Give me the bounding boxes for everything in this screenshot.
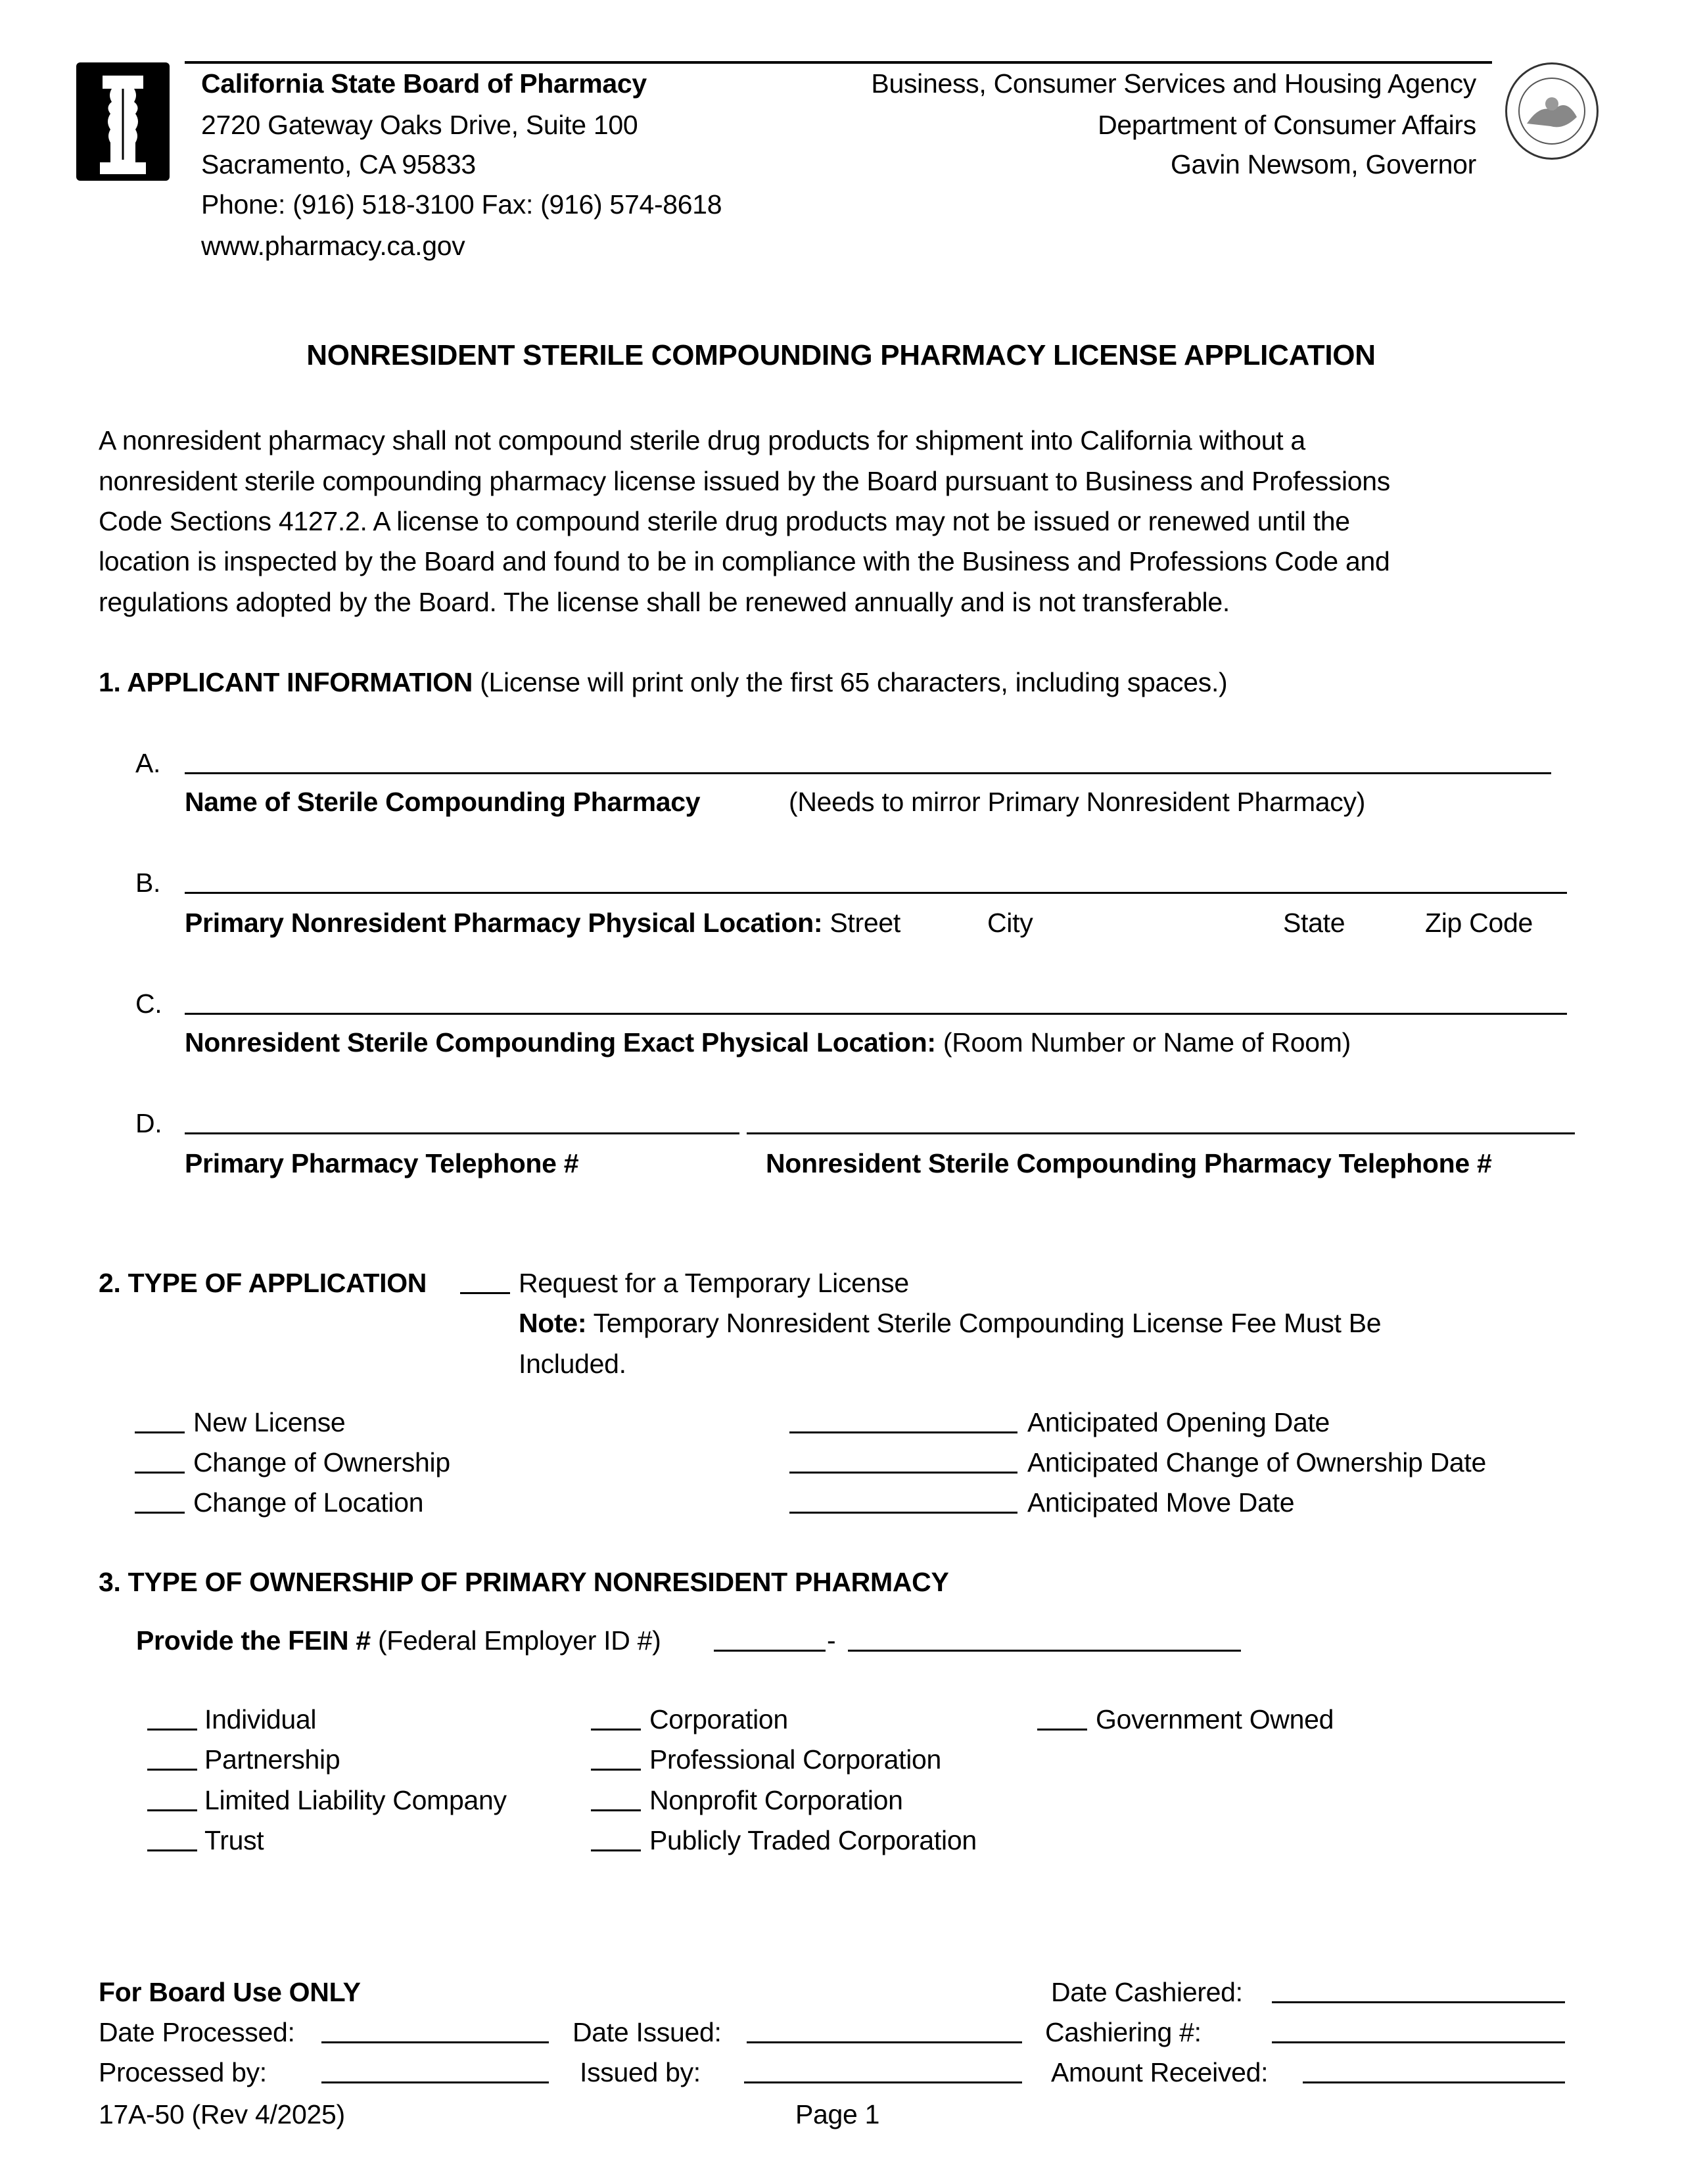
corporation-checkbox[interactable] [591, 1729, 641, 1731]
ownership-option: Nonprofit Corporation [649, 1785, 903, 1815]
item-c-letter: C. [135, 988, 162, 1019]
section-2-heading: 2. TYPE OF APPLICATION [99, 1268, 427, 1298]
nonprofit-corporation-checkbox[interactable] [591, 1809, 641, 1811]
note-text-cont: Included. [519, 1349, 626, 1379]
trust-checkbox[interactable] [147, 1849, 197, 1851]
intro-line: Code Sections 4127.2. A license to compound sterile drug products may not be issued or renewed until the [99, 506, 1350, 536]
date-issued-field[interactable] [747, 2041, 1022, 2043]
section-1-title: 1. APPLICANT INFORMATION [99, 667, 473, 697]
ownership-option: Government Owned [1096, 1704, 1334, 1734]
fein-suffix-field[interactable] [848, 1650, 1241, 1652]
intro-line: location is inspected by the Board and found to be in compliance with the Business and Professions Code and [99, 546, 1390, 576]
ownership-change-date-label: Anticipated Change of Ownership Date [1027, 1447, 1487, 1477]
pharmacy-name-note: (Needs to mirror Primary Nonresident Pharmacy) [789, 787, 1366, 817]
board-use-heading: For Board Use ONLY [99, 1977, 361, 2007]
publicly-traded-checkbox[interactable] [591, 1849, 641, 1851]
header-rule [185, 61, 1492, 64]
org-name: California State Board of Pharmacy [201, 68, 647, 99]
ownership-option: Professional Corporation [649, 1744, 942, 1775]
date-processed-field[interactable] [321, 2041, 549, 2043]
governor-name: Gavin Newsom, Governor [1170, 149, 1476, 179]
change-ownership-checkbox[interactable] [135, 1472, 185, 1474]
section-1-note: (License will print only the first 65 characters, including spaces.) [473, 667, 1228, 697]
physical-location-title: Primary Nonresident Pharmacy Physical Location: [185, 908, 823, 938]
item-d-letter: D. [135, 1108, 162, 1138]
date-cashiered-field[interactable] [1272, 2001, 1565, 2003]
move-date-label: Anticipated Move Date [1027, 1487, 1295, 1518]
date-issued-label: Date Issued: [572, 2017, 722, 2047]
fein-note: (Federal Employer ID #) [370, 1625, 661, 1656]
issued-by-field[interactable] [744, 2081, 1022, 2083]
compounding-location-field[interactable] [185, 1013, 1567, 1015]
temporary-license-label: Request for a Temporary License [519, 1268, 909, 1298]
board-of-pharmacy-logo [76, 62, 170, 181]
fein-prefix-field[interactable] [714, 1650, 826, 1652]
note-label: Note: [519, 1308, 587, 1338]
item-b-letter: B. [135, 868, 161, 898]
intro-line: nonresident sterile compounding pharmacy license issued by the Board pursuant to Business and Professions [99, 466, 1390, 496]
move-date-field[interactable] [789, 1512, 1017, 1514]
llc-checkbox[interactable] [147, 1809, 197, 1811]
primary-phone-field[interactable] [185, 1132, 739, 1134]
state-label: State [1283, 908, 1345, 938]
professional-corporation-checkbox[interactable] [591, 1769, 641, 1771]
date-cashiered-label: Date Cashiered: [1051, 1977, 1243, 2007]
compounding-phone-label: Nonresident Sterile Compounding Pharmacy Telephone # [766, 1148, 1492, 1178]
phone-fax: Phone: (916) 518-3100 Fax: (916) 574-8618 [201, 189, 722, 220]
zip-label: Zip Code [1425, 908, 1533, 938]
change-location-label: Change of Location [193, 1487, 424, 1518]
section-1-heading [99, 666, 1227, 699]
agency-name: Business, Consumer Services and Housing Agency [871, 68, 1476, 99]
opening-date-field[interactable] [789, 1431, 1017, 1433]
compounding-phone-field[interactable] [747, 1132, 1575, 1134]
date-processed-label: Date Processed: [99, 2017, 295, 2047]
physical-location-field[interactable] [185, 892, 1567, 894]
form-id: 17A-50 (Rev 4/2025) [99, 2099, 345, 2129]
ownership-option: Individual [204, 1704, 317, 1734]
cashiering-number-field[interactable] [1272, 2041, 1565, 2043]
individual-checkbox[interactable] [147, 1729, 197, 1731]
processed-by-label: Processed by: [99, 2057, 267, 2087]
compounding-location-title: Nonresident Sterile Compounding Exact Physical Location: [185, 1027, 936, 1057]
item-a-letter: A. [135, 748, 161, 778]
page-title: NONRESIDENT STERILE COMPOUNDING PHARMACY LICENSE APPLICATION [306, 339, 1376, 371]
ownership-option: Partnership [204, 1744, 340, 1775]
fein-dash: - [827, 1625, 836, 1656]
opening-date-label: Anticipated Opening Date [1027, 1407, 1330, 1437]
government-owned-checkbox[interactable] [1037, 1729, 1087, 1731]
fein-label [136, 1624, 661, 1657]
compounding-location-note: (Room Number or Name of Room) [935, 1027, 1351, 1057]
compounding-location-label [185, 1026, 1351, 1059]
change-location-checkbox[interactable] [135, 1512, 185, 1514]
pharmacy-name-label: Name of Sterile Compounding Pharmacy [185, 787, 701, 817]
fein-title: Provide the FEIN # [136, 1625, 371, 1656]
ownership-change-date-field[interactable] [789, 1472, 1017, 1474]
street-label: Street [822, 908, 900, 938]
address-line-2: Sacramento, CA 95833 [201, 149, 476, 179]
department-name: Department of Consumer Affairs [1098, 110, 1476, 140]
section-3-heading: 3. TYPE OF OWNERSHIP OF PRIMARY NONRESIDENT PHARMACY [99, 1567, 949, 1597]
city-label: City [987, 908, 1033, 938]
pharmacy-name-field[interactable] [185, 772, 1551, 774]
issued-by-label: Issued by: [580, 2057, 701, 2087]
note-text: Temporary Nonresident Sterile Compounding License Fee Must Be [586, 1308, 1382, 1338]
cashiering-number-label: Cashiering #: [1045, 2017, 1202, 2047]
ownership-option: Corporation [649, 1704, 788, 1734]
california-state-seal [1505, 62, 1599, 160]
ownership-option: Limited Liability Company [204, 1785, 507, 1815]
temporary-license-checkbox[interactable] [460, 1292, 510, 1294]
website-link[interactable]: www.pharmacy.ca.gov [201, 231, 465, 261]
amount-received-label: Amount Received: [1051, 2057, 1269, 2087]
temporary-note [519, 1307, 1381, 1339]
page-number: Page 1 [795, 2099, 880, 2129]
change-ownership-label: Change of Ownership [193, 1447, 450, 1477]
new-license-checkbox[interactable] [135, 1431, 185, 1433]
partnership-checkbox[interactable] [147, 1769, 197, 1771]
primary-phone-label: Primary Pharmacy Telephone # [185, 1148, 579, 1178]
physical-location-label [185, 906, 900, 939]
address-line-1: 2720 Gateway Oaks Drive, Suite 100 [201, 110, 638, 140]
ownership-option: Publicly Traded Corporation [649, 1825, 977, 1855]
new-license-label: New License [193, 1407, 346, 1437]
intro-line: regulations adopted by the Board. The license shall be renewed annually and is not transferable. [99, 587, 1230, 617]
amount-received-field[interactable] [1303, 2081, 1565, 2083]
ownership-option: Trust [204, 1825, 264, 1855]
intro-line: A nonresident pharmacy shall not compound sterile drug products for shipment into California without a [99, 425, 1305, 455]
processed-by-field[interactable] [321, 2081, 549, 2083]
